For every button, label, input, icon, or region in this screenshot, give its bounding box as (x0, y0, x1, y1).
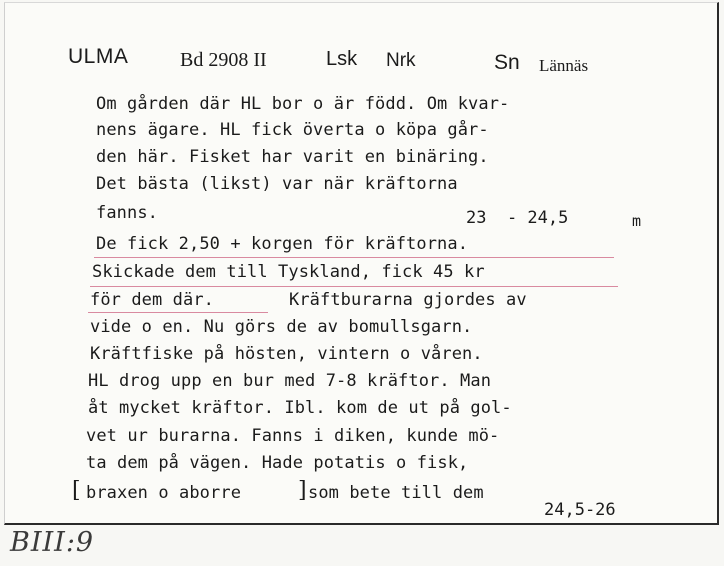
text-line-4: Det bästa (likst) var när kräftorna (96, 174, 458, 194)
header-region: Nrk (386, 50, 416, 71)
text-line-15b: som bete till dem (308, 483, 484, 503)
text-line-9: vide o en. Nu görs de av bomullsgarn. (90, 317, 473, 337)
text-line-14: ta dem på vägen. Hade potatis o fisk, (86, 453, 469, 473)
measure-first: 23 - 24,5 (466, 208, 569, 228)
header-name: ULMA (68, 45, 129, 68)
text-line-8a: för dem där. (90, 290, 215, 310)
underline-1 (94, 257, 614, 258)
header-parish: Lännäs (539, 56, 589, 75)
measure-unit: m (632, 212, 642, 230)
text-line-2: nens ägare. HL fick överta o köpa går- (96, 120, 489, 140)
text-line-10: Kräftfiske på hösten, vintern o våren. (90, 344, 483, 364)
text-line-11: HL drog upp en bur med 7-8 kräftor. Man (88, 371, 492, 391)
underline-2 (90, 286, 618, 287)
bracket-open: [ (72, 478, 81, 503)
text-line-7: Skickade dem till Tyskland, fick 45 kr (92, 262, 485, 282)
text-line-8b: Kräftburarna gjordes av (289, 290, 527, 310)
header-parish-prefix: Sn (494, 51, 520, 74)
underline-3 (88, 312, 268, 313)
text-line-12: åt mycket kräftor. Ibl. kom de ut på gol- (88, 398, 512, 418)
text-line-15a: braxen o aborre (86, 483, 242, 503)
measure-second: 24,5-26 (544, 500, 616, 520)
text-line-1: Om gården där HL bor o är född. Om kvar- (96, 94, 510, 114)
header-county: Lsk (326, 48, 358, 70)
bracket-close: ] (298, 478, 307, 503)
header-volume: Bd 2908 II (180, 49, 267, 71)
text-line-3: den här. Fisket har varit en binäring. (96, 147, 489, 167)
text-line-5: fanns. (96, 203, 159, 223)
archive-stamp: BIII:9 (10, 527, 95, 558)
text-line-13: vet ur burarna. Fanns i diken, kunde mö- (86, 426, 500, 446)
text-line-6: De fick 2,50 + korgen för kräftorna. (96, 234, 469, 254)
